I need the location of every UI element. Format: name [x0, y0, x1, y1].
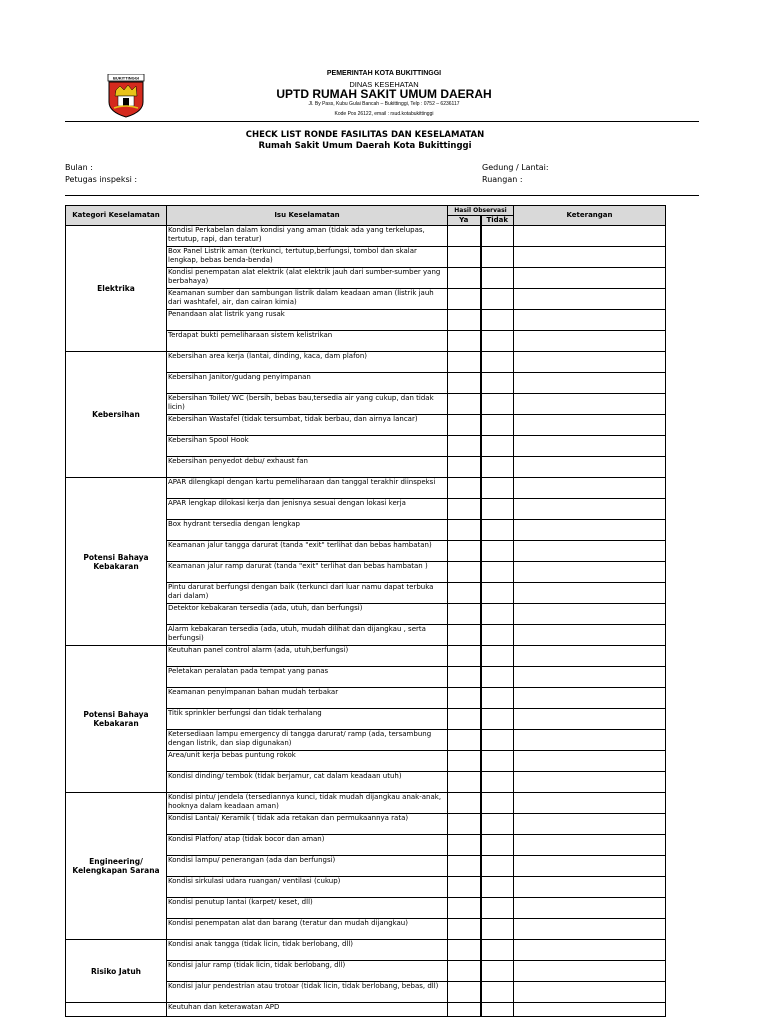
ya-checkbox-cell[interactable]	[448, 835, 481, 856]
issue-cell: Pintu darurat berfungsi dengan baik (terkunci dari luar namu dapat terbuka dari dalam)	[167, 583, 448, 604]
ya-checkbox-cell[interactable]	[448, 709, 481, 730]
tidak-checkbox-cell[interactable]	[481, 604, 514, 625]
keterangan-cell[interactable]	[514, 772, 666, 793]
keterangan-cell[interactable]	[514, 940, 666, 961]
tidak-checkbox-cell[interactable]	[481, 919, 514, 940]
keterangan-cell[interactable]	[514, 793, 666, 814]
tidak-checkbox-cell[interactable]	[481, 373, 514, 394]
issue-cell: Alarm kebakaran tersedia (ada, utuh, mudah dilihat dan dijangkau , serta berfungsi)	[167, 625, 448, 646]
field-gedung: Gedung / Lantai:	[482, 163, 549, 172]
tidak-checkbox-cell[interactable]	[481, 940, 514, 961]
ya-checkbox-cell[interactable]	[448, 331, 481, 352]
ya-checkbox-cell[interactable]	[448, 520, 481, 541]
table-row	[66, 793, 666, 814]
keterangan-cell[interactable]	[514, 898, 666, 919]
ya-checkbox-cell[interactable]	[448, 1003, 481, 1017]
header-hospital-name: UPTD RUMAH SAKIT UMUM DAERAH	[276, 87, 492, 101]
tidak-checkbox-cell[interactable]	[481, 562, 514, 583]
issue-cell: Kebersihan Toilet/ WC (bersih, bebas bau,tersedia air yang cukup, dan tidak licin)	[167, 394, 448, 415]
keterangan-cell[interactable]	[514, 919, 666, 940]
tidak-checkbox-cell[interactable]	[481, 478, 514, 499]
header-government: PEMERINTAH KOTA BUKITTINGGI	[326, 70, 442, 77]
keterangan-cell[interactable]	[514, 373, 666, 394]
tidak-checkbox-cell[interactable]	[481, 751, 514, 772]
ya-checkbox-cell[interactable]	[448, 814, 481, 835]
keterangan-cell[interactable]	[514, 478, 666, 499]
tidak-checkbox-cell[interactable]	[481, 730, 514, 751]
keterangan-cell[interactable]	[514, 226, 666, 247]
field-petugas: Petugas inspeksi :	[65, 175, 138, 184]
keterangan-cell[interactable]	[514, 268, 666, 289]
tidak-checkbox-cell[interactable]	[481, 793, 514, 814]
header-isu: Isu Keselamatan	[167, 206, 448, 226]
ya-checkbox-cell[interactable]	[448, 982, 481, 1003]
tidak-checkbox-cell[interactable]	[481, 667, 514, 688]
issue-cell: Titik sprinkler berfungsi dan tidak terhalang	[167, 709, 448, 730]
keterangan-cell[interactable]	[514, 562, 666, 583]
header-tidak: Tidak	[481, 216, 514, 226]
issue-cell: Kondisi Perkabelan dalam kondisi yang aman (tidak ada yang terkelupas, tertutup, rapi, dan teratur)	[167, 226, 448, 247]
keterangan-cell[interactable]	[514, 520, 666, 541]
table-row	[66, 352, 666, 373]
tidak-checkbox-cell[interactable]	[481, 856, 514, 877]
issue-cell: Kondisi penempatan alat dan barang (teratur dan mudah dijangkau)	[167, 919, 448, 940]
issue-cell: Kondisi jalur ramp (tidak licin, tidak berlobang, dll)	[167, 961, 448, 982]
issue-cell: Detektor kebakaran tersedia (ada, utuh, dan berfungsi)	[167, 604, 448, 625]
category-cell: Engineering/ Kelengkapan Sarana	[66, 793, 167, 940]
keterangan-cell[interactable]	[514, 709, 666, 730]
issue-cell: Peletakan peralatan pada tempat yang panas	[167, 667, 448, 688]
ya-checkbox-cell[interactable]	[448, 247, 481, 268]
tidak-checkbox-cell[interactable]	[481, 415, 514, 436]
issue-cell: Area/unit kerja bebas puntung rokok	[167, 751, 448, 772]
issue-cell: Penandaan alat listrik yang rusak	[167, 310, 448, 331]
keterangan-cell[interactable]	[514, 751, 666, 772]
ya-checkbox-cell[interactable]	[448, 373, 481, 394]
issue-cell: Kebersihan area kerja (lantai, dinding, kaca, dam plafon)	[167, 352, 448, 373]
tidak-checkbox-cell[interactable]	[481, 583, 514, 604]
issue-cell: Keamanan jalur ramp darurat (tanda "exit" terlihat dan bebas hambatan )	[167, 562, 448, 583]
meta-divider	[65, 195, 699, 196]
ya-checkbox-cell[interactable]	[448, 688, 481, 709]
keterangan-cell[interactable]	[514, 814, 666, 835]
ya-checkbox-cell[interactable]	[448, 436, 481, 457]
header-ya: Ya	[448, 216, 481, 226]
header-department: DINAS KESEHATAN	[349, 80, 419, 89]
tidak-checkbox-cell[interactable]	[481, 1003, 514, 1017]
field-bulan: Bulan :	[65, 163, 93, 172]
tidak-checkbox-cell[interactable]	[481, 814, 514, 835]
tidak-checkbox-cell[interactable]	[481, 457, 514, 478]
issue-cell: Kondisi jalur pendestrian atau trotoar (tidak licin, tidak berlobang, bebas, dll)	[167, 982, 448, 1003]
category-cell: Kebersihan	[66, 352, 167, 478]
issue-cell: Kondisi sirkulasi udara ruangan/ ventilasi (cukup)	[167, 877, 448, 898]
document-title: CHECK LIST RONDE FASILITAS DAN KESELAMATAN	[245, 130, 485, 140]
category-cell: Potensi Bahaya Kebakaran	[66, 478, 167, 646]
ya-checkbox-cell[interactable]	[448, 961, 481, 982]
keterangan-cell[interactable]	[514, 310, 666, 331]
issue-cell: Keamanan sumber dan sambungan listrik dalam keadaan aman (listrik jauh dari washtafel, air, dan cairan kimia)	[167, 289, 448, 310]
logo-text: BUKITTINGGI	[113, 75, 139, 81]
field-ruangan: Ruangan :	[482, 175, 523, 184]
header-kategori: Kategori Keselamatan	[66, 206, 167, 226]
issue-cell: Ketersediaan lampu emergency di tangga darurat/ ramp (ada, tersambung dengan listrik, dan siap digunakan)	[167, 730, 448, 751]
ya-checkbox-cell[interactable]	[448, 604, 481, 625]
keterangan-cell[interactable]	[514, 646, 666, 667]
tidak-checkbox-cell[interactable]	[481, 520, 514, 541]
ya-checkbox-cell[interactable]	[448, 352, 481, 373]
tidak-checkbox-cell[interactable]	[481, 625, 514, 646]
issue-cell: APAR lengkap dilokasi kerja dan jenisnya sesuai dengan lokasi kerja	[167, 499, 448, 520]
keterangan-cell[interactable]	[514, 877, 666, 898]
table-row	[66, 226, 666, 247]
keterangan-cell[interactable]	[514, 331, 666, 352]
ya-checkbox-cell[interactable]	[448, 268, 481, 289]
category-cell: Potensi Bahaya Kebakaran	[66, 646, 167, 793]
tidak-checkbox-cell[interactable]	[481, 835, 514, 856]
keterangan-cell[interactable]	[514, 247, 666, 268]
issue-cell: Terdapat bukti pemeliharaan sistem kelistrikan	[167, 331, 448, 352]
tidak-checkbox-cell[interactable]	[481, 247, 514, 268]
ya-checkbox-cell[interactable]	[448, 625, 481, 646]
issue-cell: Kondisi lampu/ penerangan (ada dan berfungsi)	[167, 856, 448, 877]
table-row	[66, 646, 666, 667]
ya-checkbox-cell[interactable]	[448, 793, 481, 814]
tidak-checkbox-cell[interactable]	[481, 226, 514, 247]
tidak-checkbox-cell[interactable]	[481, 982, 514, 1003]
keterangan-cell[interactable]	[514, 856, 666, 877]
ya-checkbox-cell[interactable]	[448, 772, 481, 793]
tidak-checkbox-cell[interactable]	[481, 877, 514, 898]
issue-cell: APAR dilengkapi dengan kartu pemeliharaan dan tanggal terakhir diinspeksi	[167, 478, 448, 499]
ya-checkbox-cell[interactable]	[448, 751, 481, 772]
header-keterangan: Keterangan	[514, 206, 666, 226]
keterangan-cell[interactable]	[514, 415, 666, 436]
header-postal: Kode Pos 26122, email : rsud.kotabukittinggi	[334, 111, 434, 117]
keterangan-cell[interactable]	[514, 289, 666, 310]
ya-checkbox-cell[interactable]	[448, 940, 481, 961]
ya-checkbox-cell[interactable]	[448, 457, 481, 478]
ya-checkbox-cell[interactable]	[448, 394, 481, 415]
header-address: Jl. By Pass, Kubu Gulai Bancah – Bukittinggi, Telp : 0752 – 6236117	[308, 101, 460, 107]
checklist-table	[65, 205, 666, 1017]
issue-cell: Keutuhan panel control alarm (ada, utuh,berfungsi)	[167, 646, 448, 667]
ya-checkbox-cell[interactable]	[448, 499, 481, 520]
tidak-checkbox-cell[interactable]	[481, 268, 514, 289]
issue-cell: Kebersihan Wastafel (tidak tersumbat, tidak berbau, dan airnya lancar)	[167, 415, 448, 436]
tidak-checkbox-cell[interactable]	[481, 898, 514, 919]
header-hasil: Hasil Observasi	[448, 206, 514, 216]
ya-checkbox-cell[interactable]	[448, 898, 481, 919]
keterangan-cell[interactable]	[514, 604, 666, 625]
tidak-checkbox-cell[interactable]	[481, 961, 514, 982]
ya-checkbox-cell[interactable]	[448, 478, 481, 499]
keterangan-cell[interactable]	[514, 688, 666, 709]
issue-cell: Box hydrant tersedia dengan lengkap	[167, 520, 448, 541]
table-row	[66, 1003, 666, 1017]
ya-checkbox-cell[interactable]	[448, 730, 481, 751]
tidak-checkbox-cell[interactable]	[481, 541, 514, 562]
ya-checkbox-cell[interactable]	[448, 226, 481, 247]
tidak-checkbox-cell[interactable]	[481, 772, 514, 793]
issue-cell: Kebersihan Janitor/gudang penyimpanan	[167, 373, 448, 394]
ya-checkbox-cell[interactable]	[448, 877, 481, 898]
issue-cell: Keamanan jalur tangga darurat (tanda "exit" terlihat dan bebas hambatan)	[167, 541, 448, 562]
issue-cell: Kebersihan penyedot debu/ exhaust fan	[167, 457, 448, 478]
keterangan-cell[interactable]	[514, 625, 666, 646]
issue-cell: Kondisi pintu/ jendela (tersediannya kunci, tidak mudah dijangkau anak-anak, hooknya dalam keadaan aman)	[167, 793, 448, 814]
ya-checkbox-cell[interactable]	[448, 310, 481, 331]
ya-checkbox-cell[interactable]	[448, 583, 481, 604]
ya-checkbox-cell[interactable]	[448, 919, 481, 940]
keterangan-cell[interactable]	[514, 583, 666, 604]
keterangan-cell[interactable]	[514, 352, 666, 373]
issue-cell: Kondisi penutup lantai (karpet/ keset, dll)	[167, 898, 448, 919]
keterangan-cell[interactable]	[514, 541, 666, 562]
tidak-checkbox-cell[interactable]	[481, 394, 514, 415]
issue-cell: Kondisi Platfon/ atap (tidak bocor dan aman)	[167, 835, 448, 856]
keterangan-cell[interactable]	[514, 961, 666, 982]
ya-checkbox-cell[interactable]	[448, 541, 481, 562]
ya-checkbox-cell[interactable]	[448, 856, 481, 877]
tidak-checkbox-cell[interactable]	[481, 310, 514, 331]
keterangan-cell[interactable]	[514, 730, 666, 751]
ya-checkbox-cell[interactable]	[448, 646, 481, 667]
ya-checkbox-cell[interactable]	[448, 289, 481, 310]
issue-cell: Kondisi penempatan alat elektrik (alat elektrik jauh dari sumber-sumber yang berbahaya)	[167, 268, 448, 289]
keterangan-cell[interactable]	[514, 436, 666, 457]
ya-checkbox-cell[interactable]	[448, 667, 481, 688]
table-row	[66, 940, 666, 961]
category-cell: Elektrika	[66, 226, 167, 352]
tidak-checkbox-cell[interactable]	[481, 289, 514, 310]
document-subtitle: Rumah Sakit Umum Daerah Kota Bukittinggi	[258, 141, 472, 151]
tidak-checkbox-cell[interactable]	[481, 436, 514, 457]
keterangan-cell[interactable]	[514, 667, 666, 688]
keterangan-cell[interactable]	[514, 835, 666, 856]
issue-cell: Box Panel Listrik aman (terkunci, tertutup,berfungsi, tombol dan skalar lengkap, bebas benda-benda)	[167, 247, 448, 268]
tidak-checkbox-cell[interactable]	[481, 688, 514, 709]
issue-cell: Keutuhan dan keterawatan APD	[167, 1003, 448, 1017]
header-divider	[65, 121, 699, 122]
keterangan-cell[interactable]	[514, 499, 666, 520]
ya-checkbox-cell[interactable]	[448, 415, 481, 436]
tidak-checkbox-cell[interactable]	[481, 352, 514, 373]
keterangan-cell[interactable]	[514, 394, 666, 415]
tidak-checkbox-cell[interactable]	[481, 709, 514, 730]
category-cell: Risiko Jatuh	[66, 940, 167, 1003]
issue-cell: Kondisi Lantai/ Keramik ( tidak ada retakan dan permukaannya rata)	[167, 814, 448, 835]
table-row	[66, 478, 666, 499]
issue-cell: Keamanan penyimpanan bahan mudah terbakar	[167, 688, 448, 709]
ya-checkbox-cell[interactable]	[448, 562, 481, 583]
tidak-checkbox-cell[interactable]	[481, 646, 514, 667]
issue-cell: Kondisi anak tangga (tidak licin, tidak berlobang, dll)	[167, 940, 448, 961]
issue-cell: Kondisi dinding/ tembok (tidak berjamur, cat dalam keadaan utuh)	[167, 772, 448, 793]
keterangan-cell[interactable]	[514, 982, 666, 1003]
issue-cell: Kebersihan Spool Hook	[167, 436, 448, 457]
keterangan-cell[interactable]	[514, 457, 666, 478]
category-cell	[66, 1003, 167, 1017]
keterangan-cell[interactable]	[514, 1003, 666, 1017]
tidak-checkbox-cell[interactable]	[481, 499, 514, 520]
tidak-checkbox-cell[interactable]	[481, 331, 514, 352]
